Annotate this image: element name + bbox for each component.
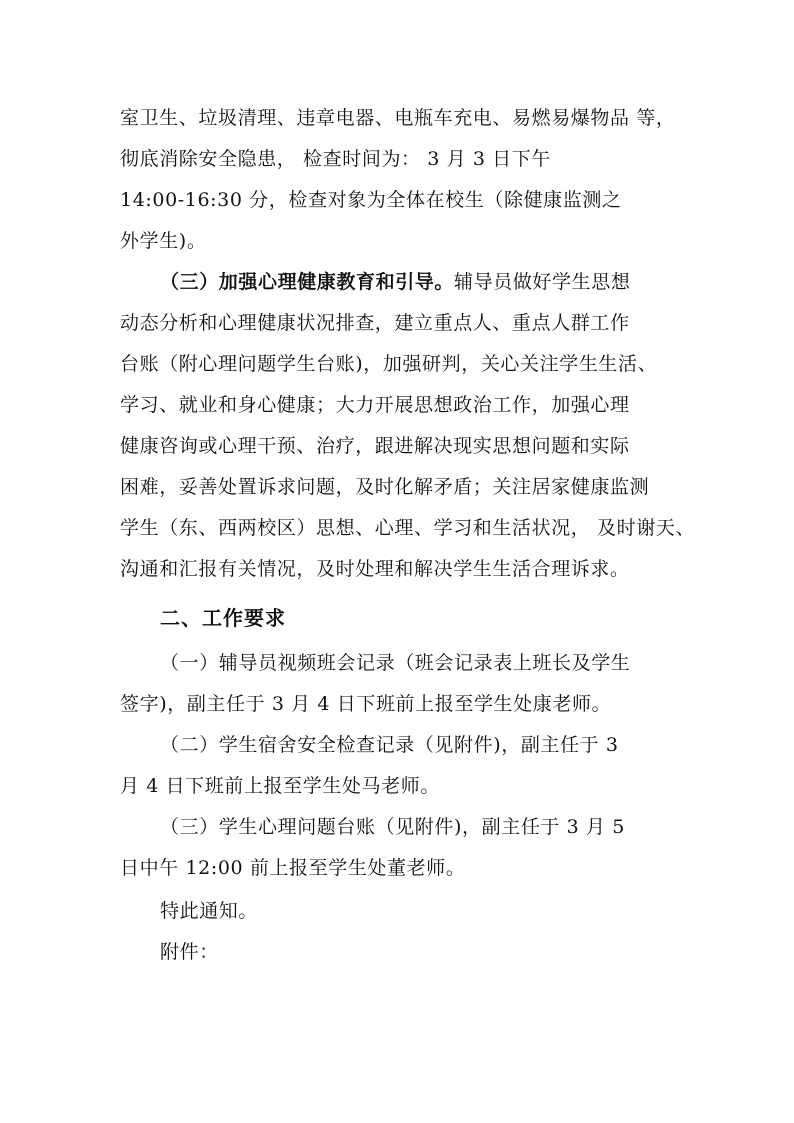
req1-line-1: （一）辅导员视频班会记录（班会记录表上班长及学生	[160, 652, 631, 674]
para1-line-2: 彻底消除安全隐患， 检查时间为： 3 月 3 日下午	[120, 148, 551, 170]
para2-first-line	[160, 270, 630, 294]
para1-line-1: 室卫生、垃圾清理、违章电器、电瓶车充电、易燃易爆物品 等，	[120, 107, 676, 129]
para2-line-3: 台账（附心理问题学生台账)，加强研判，关心关注学生生活、	[120, 353, 658, 375]
para2-line-4: 学习、就业和身心健康；大力开展思想政治工作，加强心理	[120, 394, 630, 416]
req2-line-1: （二）学生宿舍安全检查记录（见附件)，副主任于 3	[160, 734, 619, 756]
req2-line-2: 月 4 日下班前上报至学生处马老师。	[120, 775, 440, 797]
para2-line-5: 健康咨询或心理干预、治疗，跟进解决现实思想问题和实际	[120, 435, 630, 457]
section-heading-requirements: 二、工作要求	[160, 606, 286, 630]
req1-line-2: 签字)，副主任于 3 月 4 日下班前上报至学生处康老师。	[120, 693, 612, 715]
para2-line-8: 沟通和汇报有关情况，及时处理和解决学生生活合理诉求。	[120, 558, 630, 580]
attachment-label: 附件：	[160, 941, 219, 963]
req3-line-1: （三）学生心理问题台账（见附件)，副主任于 3 月 5	[160, 816, 625, 838]
para2-line-6: 困难，妥善处置诉求问题，及时化解矛盾；关注居家健康监测	[120, 476, 650, 498]
req3-line-2: 日中午 12:00 前上报至学生处董老师。	[120, 857, 466, 879]
closing-text: 特此通知。	[160, 900, 259, 922]
para1-line-4: 外学生)。	[120, 230, 207, 252]
para2-title: （三）加强心理健康教育和引导。	[160, 271, 455, 293]
para1-line-3: 14:00-16:30 分，检查对象为全体在校生（除健康监测之	[120, 189, 622, 211]
para2-line-2: 动态分析和心理健康状况排查，建立重点人、重点人群工作	[120, 312, 630, 334]
para2-line-7: 学生（东、西两校区）思想、心理、学习和生活状况， 及时谢天、	[120, 517, 696, 539]
para2-line-1: 辅导员做好学生思想	[454, 271, 631, 293]
